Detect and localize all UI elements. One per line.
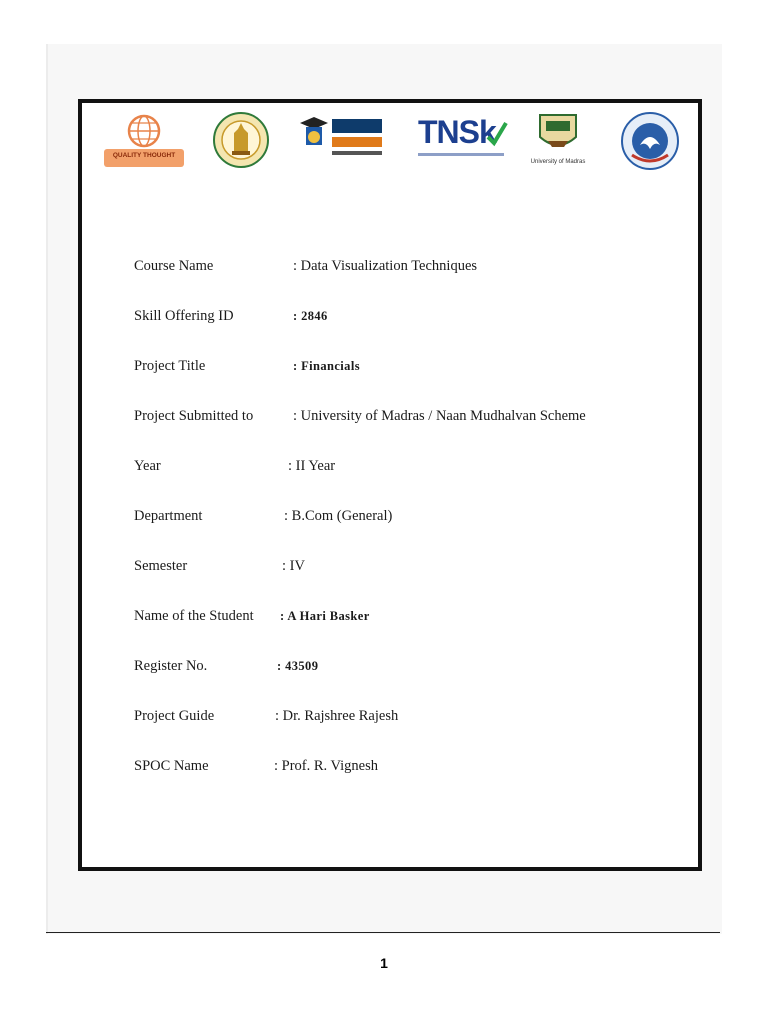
field-label: Project Submitted to xyxy=(134,408,254,424)
university-of-madras-text: University of Madras xyxy=(530,159,586,165)
university-of-madras-logo xyxy=(518,111,598,171)
cover-frame xyxy=(78,99,702,871)
field-label: Name of the Student xyxy=(134,608,254,624)
field-label: Semester xyxy=(134,558,188,574)
field-value: : 43509 xyxy=(277,659,319,673)
field-label: SPOC Name xyxy=(134,758,209,774)
field-value: : University of Madras / Naan Mudhalvan Scheme xyxy=(293,408,586,424)
tn-skill-text: TNSk xyxy=(418,114,496,150)
college-emblem-logo xyxy=(618,111,682,171)
field-value: : Dr. Rajshree Rajesh xyxy=(275,708,399,724)
quality-thought-logo xyxy=(102,111,186,173)
tn-skill-logo xyxy=(418,115,510,163)
field-label: Skill Offering ID xyxy=(134,308,234,324)
field-value: : B.Com (General) xyxy=(284,508,393,524)
field-label: Register No. xyxy=(134,658,208,674)
quality-thought-text: QUALITY THOUGHT xyxy=(112,152,176,159)
field-value: : II Year xyxy=(288,458,336,474)
field-label: Year xyxy=(134,458,161,474)
field-label: Project Guide xyxy=(134,708,215,724)
field-label: Course Name xyxy=(134,258,214,274)
footer-divider xyxy=(46,932,720,933)
field-value: : IV xyxy=(282,558,305,574)
naan-mudhalvan-logo xyxy=(296,113,388,163)
field-value: : Prof. R. Vignesh xyxy=(274,758,378,774)
field-value: : Data Visualization Techniques xyxy=(293,258,478,274)
field-label: Project Title xyxy=(134,358,206,374)
field-value: : 2846 xyxy=(293,309,328,323)
page-number: 1 xyxy=(380,955,388,971)
field-label: Department xyxy=(134,508,203,524)
tn-government-seal xyxy=(212,111,270,169)
field-value: : A Hari Basker xyxy=(280,609,370,623)
field-value: : Financials xyxy=(293,359,360,373)
